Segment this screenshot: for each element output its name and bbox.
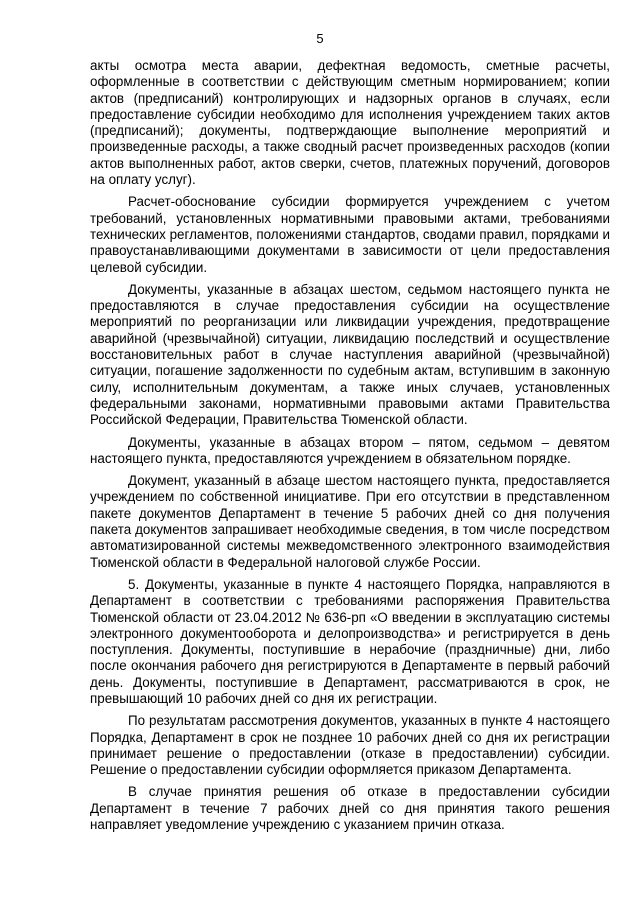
paragraph-review-results: По результатам рассмотрения документов, указанных в пункте 4 настоящего Порядка, Департамент в срок не позднее 10 рабочих дней со дня их регистрации принимает решение о предоставлении (отказе в предоставлении) субсидии. Решение о предоставлении субсидии оформляется приказом Департамента. [90, 713, 610, 778]
paragraph-calculation: Расчет-обоснование субсидии формируется учреждением с учетом требований, установленных нормативными правовыми актами, требованиями технических регламентов, положениями стандартов, сводами правил, порядками и правоустанавливающими документами в зависимости от цели предоставления целевой субсидии. [90, 194, 610, 275]
paragraph-mandatory-documents: Документы, указанные в абзацах втором – пятом, седьмом – девятом настоящего пункта, предоставляются учреждением в обязательном порядке. [90, 434, 610, 466]
paragraph-refusal-notice: В случае принятия решения об отказе в предоставлении субсидии Департамент в течение 7 рабочих дней со дня принятия такого решения направляет уведомление учреждению с указанием причин отказа. [90, 784, 610, 833]
page-number: 5 [316, 31, 324, 46]
paragraph-item-5: 5. Документы, указанные в пункте 4 настоящего Порядка, направляются в Департамент в соответствии с требованиями распоряжения Правительства Тюменской области от 23.04.2012 № 636-рп «О введении в эксплуатацию системы электронного документооборота и делопроизводства» и регистрируется в день поступления. Документы, поступившие в нерабочие (праздничные) дни, либо после окончания рабочего дня регистрируются в Департаменте в первый рабочий день. Документы, поступившие в Департамент, рассматриваются в срок, не превышающий 10 рабочих дней со дня их регистрации. [90, 576, 610, 706]
paragraph-optional-document: Документ, указанный в абзаце шестом настоящего пункта, предоставляется учреждением по собственной инициативе. При его отсутствии в представленном пакете документов Департамент в течение 5 рабочих дней со дня получения пакета документов запрашивает необходимые сведения, в том числе посредством автоматизированной системы межведомственного электронного взаимодействия Тюменской области в Федеральной налоговой службе России. [90, 473, 610, 570]
document-body [90, 58, 610, 839]
paragraph-continuation: акты осмотра места аварии, дефектная ведомость, сметные расчеты, оформленные в соответствии с действующим сметным нормированием; копии актов (предписаний) контролирующих и надзорных органов в случаях, если предоставление субсидии необходимо для исполнения учреждением таких актов (предписаний); документы, подтверждающие выполнение мероприятий и произведенные расходы, а также сводный расчет произведенных расходов (копии актов выполненных работ, актов сверки, счетов, платежных поручений, договоров на оплату услуг). [90, 58, 610, 188]
paragraph-exceptions: Документы, указанные в абзацах шестом, седьмом настоящего пункта не предоставляются в случае предоставления субсидии на осуществление мероприятий по реорганизации или ликвидации учреждения, предотвращение аварийной (чрезвычайной) ситуации, ликвидацию последствий и осуществление восстановительных работ в случае наступления аварийной (чрезвычайной) ситуации, погашение задолженности по судебным актам, вступившим в законную силу, исполнительным документам, а также иных случаев, установленных федеральными законами, нормативными правовыми актами Правительства Российской Федерации, Правительства Тюменской области. [90, 281, 610, 428]
